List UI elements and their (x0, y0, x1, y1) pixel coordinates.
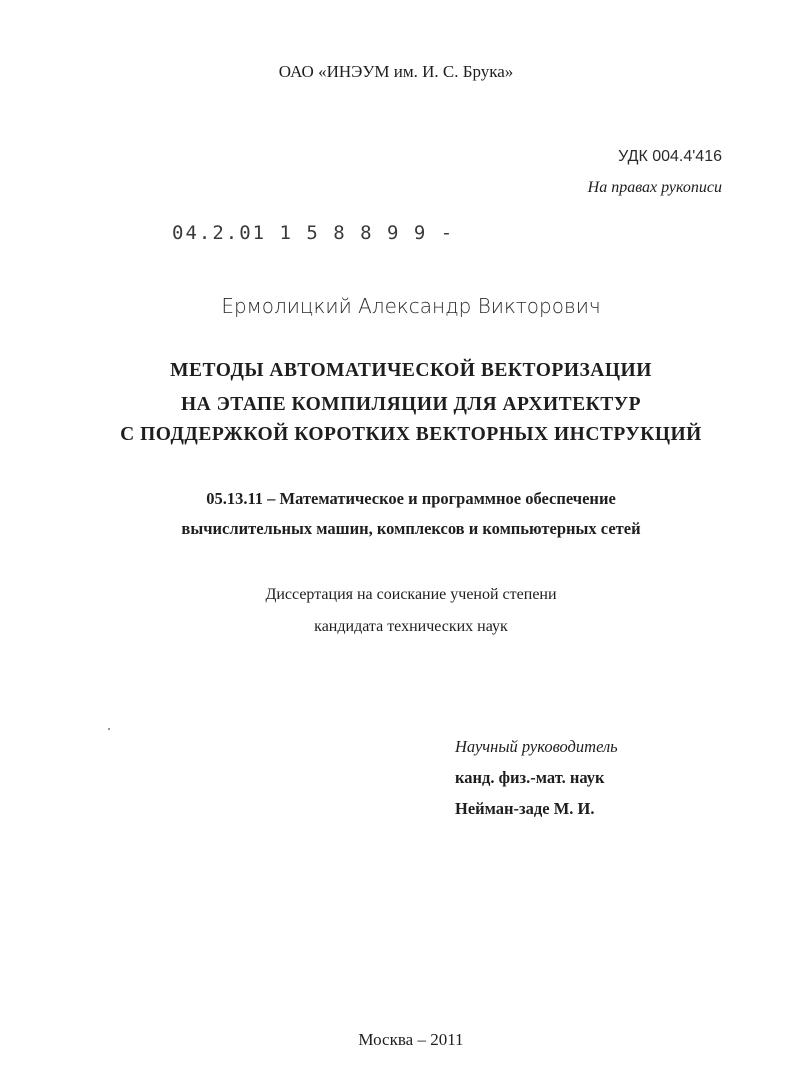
specialty-line-2: вычислительных машин, комплексов и компьютерных сетей (181, 519, 641, 538)
specialty-line-1: 05.13.11 – Математическое и программное обеспечение (206, 489, 616, 508)
supervisor-name: Нейман-заде М. И. (455, 799, 595, 818)
manuscript-rights-note: На правах рукописи (587, 179, 722, 196)
thesis-title-line-3: С ПОДДЕРЖКОЙ КОРОТКИХ ВЕКТОРНЫХ ИНСТРУКЦИЙ (120, 424, 702, 445)
scan-speck (108, 728, 110, 730)
dissertation-degree-line-2: кандидата технических наук (314, 618, 508, 635)
supervisor-degree: канд. физ.-мат. наук (455, 768, 605, 787)
organization-name: ОАО «ИНЭУМ им. И. С. Брука» (278, 62, 514, 81)
udk-code: УДК 004.4'416 (618, 148, 722, 165)
library-stamp-number: 04.2.01 1 5 8 8 9 9 - (172, 222, 455, 244)
thesis-title-line-1: МЕТОДЫ АВТОМАТИЧЕСКОЙ ВЕКТОРИЗАЦИИ (170, 360, 652, 381)
city-year: Москва – 2011 (358, 1030, 464, 1049)
supervisor-label: Научный руководитель (455, 737, 618, 756)
dissertation-degree-line-1: Диссертация на соискание ученой степени (265, 586, 557, 603)
author-name: Ермолицкий Александр Викторович (221, 294, 601, 318)
thesis-title-line-2: НА ЭТАПЕ КОМПИЛЯЦИИ ДЛЯ АРХИТЕКТУР (180, 394, 642, 415)
